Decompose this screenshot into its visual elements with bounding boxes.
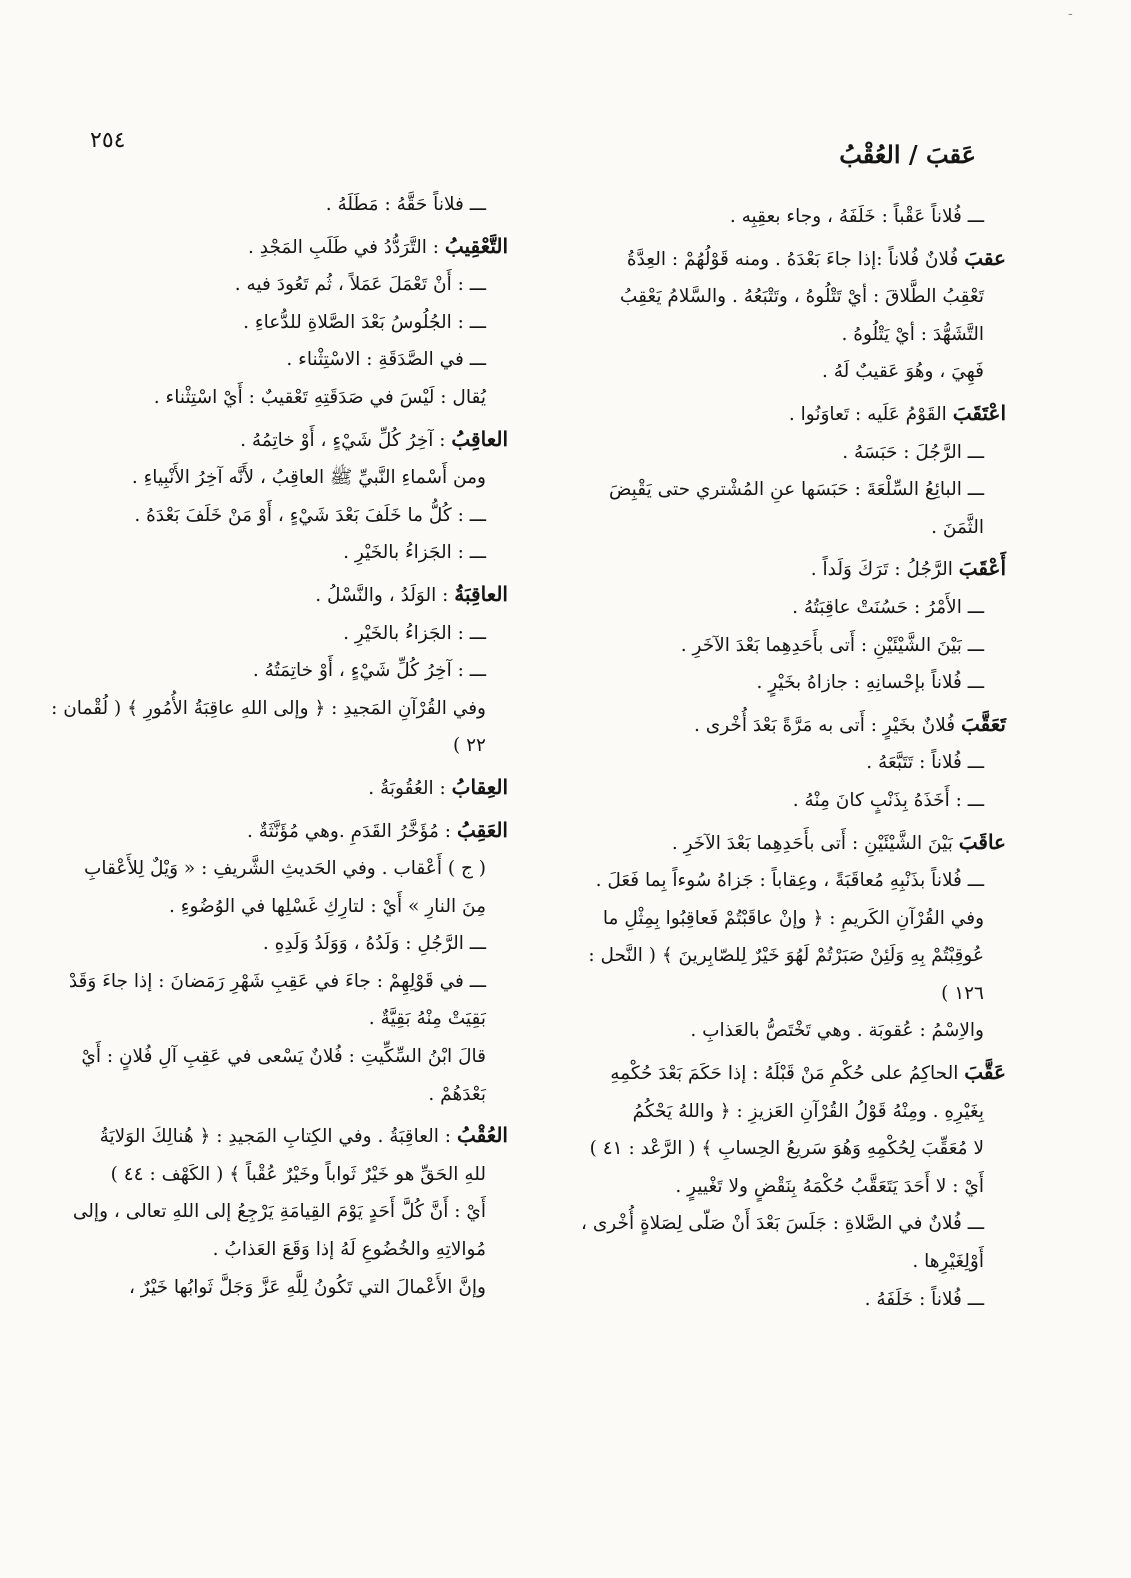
- entry-line: [566, 706, 1006, 745]
- entry-line: [566, 240, 1006, 279]
- definition-text: : مُؤَخَّرُ القَدَمِ .وهي مُؤَنَّثَةٌ .: [247, 820, 452, 842]
- entry-line: [48, 690, 508, 728]
- definition-text: قالَ ابْنُ السِّكِّيتِ : فُلانٌ يَسْعى في عَقِبِ آلِ فُلانٍ : أَيْ: [81, 1046, 486, 1068]
- entry-line: [566, 471, 1006, 509]
- definition-text: الرَّجُلُ : تَرَكَ وَلَداً .: [810, 559, 953, 581]
- definition-text: فُلاناً : تَتَبَّعَهُ .: [866, 752, 962, 774]
- definition-text: التَّشَهُّدَ : أيْ يَتْلُوهُ .: [841, 323, 984, 345]
- scan-mark: -: [1068, 6, 1073, 22]
- entry-line: [566, 862, 1006, 900]
- entry-line: [566, 589, 1006, 627]
- entry-line: [48, 1117, 508, 1156]
- headword: العُقْبُ: [456, 1123, 508, 1148]
- page-number: ٢٥٤: [90, 128, 126, 153]
- definition-text: بَيْنَ الشَّيْئَيْنِ : أَتى بأَحَدِهِما بَعْدَ الآخَرِ .: [671, 832, 953, 854]
- entry-line: [48, 497, 508, 535]
- entry-line: [566, 1130, 1006, 1168]
- entry-line: [48, 850, 508, 888]
- dictionary-entry: [48, 1117, 508, 1306]
- dictionary-entry: [566, 550, 1006, 701]
- entry-line: [48, 228, 508, 267]
- entry-line: [48, 652, 508, 690]
- dictionary-entry: [48, 812, 508, 1114]
- definition-text: فُلانٌ فُلاناً :إذا جاءَ بَعْدَهُ . ومنه قَوْلُهُمْ : العِدَّةُ: [626, 248, 959, 270]
- definition-text: فُلاناً بذَنْبِهِ مُعاقَبَةً ، وعِقاباً : جَزاهُ سُوءاً بِما فَعَلَ .: [595, 870, 962, 892]
- definition-text: مِنَ النارِ » أَيْ : لتارِكِ غَسْلِها في الوُضُوءِ .: [169, 895, 486, 917]
- definition-text: عُوقِبْتُمْ بِهِ وَلَئِنْ صَبَرْتُمْ لَهُوَ خَيْرٌ لِلصّابِرينَ ﴾ ( النَّحل :: [588, 945, 984, 967]
- definition-text: في الصَّدَقَةِ : الاسْتِثْناء .: [286, 349, 464, 371]
- entry-line: [566, 1281, 1006, 1319]
- definition-text: أَيْ : لا أَحَدَ يَتَعَقَّبُ حُكْمَهُ بِنَقْضٍ ولا تَغْييرٍ .: [675, 1175, 984, 1197]
- entry-line: [48, 266, 508, 304]
- entry-line: [566, 198, 1006, 236]
- definition-text: وفي القُرْآنِ الكَريمِ : ﴿ وإنْ عاقَبْتُمْ فَعاقِبُوا بِمِثْلِ ما: [602, 907, 984, 929]
- definition-text: : الجُلُوسُ بَعْدَ الصَّلاةِ للدُّعاءِ .: [243, 311, 464, 333]
- definition-text: الأَمْرُ : حَسُنَتْ عاقِبَتُهُ .: [792, 596, 962, 618]
- entry-line: [566, 1054, 1006, 1093]
- dictionary-entry: [566, 824, 1006, 1051]
- headword: العَقِبُ: [456, 817, 508, 842]
- dictionary-entry: [566, 1054, 1006, 1318]
- headword: عَقَّبَ: [964, 1060, 1006, 1085]
- headword: التَّعْقِيبُ: [444, 233, 508, 258]
- entry-line: [566, 1205, 1006, 1243]
- entry-line: [566, 395, 1006, 434]
- definition-text: فُلاناً : خَلَفَهُ .: [864, 1288, 962, 1310]
- definition-text: الرَّجُلِ : وَلَدُهُ ، وَوَلَدُ وَلَدِهِ .: [262, 933, 464, 955]
- definition-text: والاِسْمُ : عُقوبَة . وهي تَخْتَصُّ بالعَذابِ .: [690, 1020, 984, 1042]
- definition-text: الرَّجُلَ : حَبَسَهُ .: [842, 441, 962, 463]
- entry-line: [566, 627, 1006, 665]
- dictionary-entry: [566, 198, 1006, 236]
- entry-line: [48, 812, 508, 851]
- dictionary-entry: [48, 228, 508, 417]
- left-column: [48, 186, 508, 1310]
- definition-text: : أَخَذَهُ بِذَنْبٍ كانَ مِنْهُ .: [792, 789, 962, 811]
- entry-line: [566, 353, 1006, 391]
- definition-text: فُلاناً بإحْسانِهِ : جازاهُ بخَيْرٍ .: [756, 672, 962, 694]
- entry-line: [48, 769, 508, 808]
- definition-text: ١٢٦ ): [941, 982, 984, 1004]
- entry-line: [566, 664, 1006, 702]
- dictionary-entry: [566, 706, 1006, 820]
- definition-text: مُوالاتِهِ والخُضُوعِ لَهُ إذا وَقَعَ العَذابُ .: [212, 1239, 486, 1261]
- headword: أَعْقَبَ: [958, 556, 1006, 581]
- definition-text: الثَّمَنَ .: [931, 516, 984, 538]
- definition-text: : أَنْ تَعْمَلَ عَمَلاً ، ثُم تَعُودَ فيه .: [234, 274, 464, 296]
- definition-text: : الجَزاءُ بالخَيْرِ .: [343, 622, 464, 644]
- entry-line: [566, 782, 1006, 820]
- dictionary-entry: [48, 186, 508, 224]
- running-head: عَقبَ / العُقْبُ: [839, 140, 976, 169]
- definition-text: تَعْقِبُ الطَّلاقَ : أيْ تَتْلُوهُ ، وتَتْبَعُهُ . والسَّلامُ يَعْقِبُ: [619, 286, 984, 308]
- dictionary-entry: [48, 576, 508, 765]
- entry-line: [566, 550, 1006, 589]
- definition-text: فُلانٌ في الصَّلاةِ : جَلَسَ بَعْدَ أَنْ صَلّى لِصَلاةٍ أُخْرى ،: [580, 1213, 962, 1235]
- entry-line: [48, 925, 508, 963]
- entry-line: [566, 824, 1006, 863]
- definition-text: الحاكِمُ على حُكْمِ مَنْ قَبْلَهُ : إذا حَكَمَ بَعْدَ حُكْمِهِ: [610, 1063, 959, 1085]
- headword: عاقَبَ: [958, 829, 1006, 854]
- entry-line: [48, 459, 508, 497]
- entry-line: [48, 421, 508, 460]
- entry-line: [566, 316, 1006, 354]
- entry-line: [48, 615, 508, 653]
- headword: اعْتَقَبَ: [952, 400, 1006, 425]
- headword: عقبَ: [964, 245, 1006, 270]
- entry-line: [566, 937, 1006, 975]
- definition-text: يُقال : لَيْسَ في صَدَقَتِهِ تَعْقيبٌ : أَيْ اسْتِثْناء .: [153, 386, 486, 408]
- definition-text: بَقِيَتْ مِنْهُ بَقِيَّةٌ .: [368, 1008, 486, 1030]
- entry-line: [48, 576, 508, 615]
- entry-line: [48, 341, 508, 379]
- entry-line: [48, 1269, 508, 1307]
- entry-line: [566, 975, 1006, 1013]
- definition-text: للهِ الحَقِّ هو خَيْرٌ ثَواباً وخَيْرٌ عُقْباً ﴾ ( الكَهْف : ٤٤ ): [110, 1163, 486, 1185]
- entry-line: [48, 888, 508, 926]
- definition-text: في قَوْلِهِمْ : جاءَ في عَقِبِ شَهْرِ رَمَضانَ : إذا جاءَ وَقَدْ: [68, 970, 464, 992]
- entry-line: [48, 1193, 508, 1231]
- headword: العاقِبَةُ: [454, 581, 508, 606]
- entry-line: [48, 1000, 508, 1038]
- headword: العاقِبُ: [451, 426, 508, 451]
- definition-text: : كُلُّ ما خَلَفَ بَعْدَ شَيْءٍ ، أَوْ مَنْ خَلَفَ بَعْدَهُ .: [134, 504, 464, 526]
- definition-text: : التَّرَدُّدُ في طَلَبِ المَجْدِ .: [248, 236, 439, 258]
- dictionary-entry: [566, 240, 1006, 391]
- definition-text: لا مُعَقِّبَ لِحُكْمِهِ وَهُوَ سَريعُ الحِسابِ ﴾ ( الرَّعْد : ٤١ ): [589, 1138, 984, 1160]
- definition-text: : الجَزاءُ بالخَيْرِ .: [343, 542, 464, 564]
- definition-text: القَوْمُ عَلَيه : تَعاوَنُوا .: [788, 403, 947, 425]
- headword: تَعَقَّبَ: [961, 711, 1006, 736]
- entry-line: [566, 1093, 1006, 1131]
- definition-text: فلاناً حَقَّهُ : مَطَلَهُ .: [325, 194, 464, 215]
- definition-text: البائِعُ السِّلْعَةَ : حَبَسَها عنِ المُشْتري حتى يَقْبِضَ: [608, 479, 962, 501]
- entry-line: [48, 534, 508, 572]
- dictionary-entry: [566, 395, 1006, 546]
- entry-line: [566, 744, 1006, 782]
- entry-line: [566, 509, 1006, 547]
- entry-line: [48, 1231, 508, 1269]
- entry-line: [566, 434, 1006, 472]
- right-column: [566, 198, 1006, 1322]
- definition-text: : العاقِبَةُ . وفي الكِتابِ المَجيدِ : ﴿ هُنالِكَ الوَلايَةُ: [99, 1126, 452, 1148]
- definition-text: فُلانٌ بخَيْرٍ : أَتى به مَرَّةً بَعْدَ أُخْرى .: [693, 714, 956, 736]
- definition-text: أَيْ : أَنَّ كُلَّ أَحَدٍ يَوْمَ القِيامَةِ يَرْجِعُ إلى اللهِ تعالى ، وإلى: [72, 1201, 486, 1223]
- entry-line: [48, 304, 508, 342]
- definition-text: فُلاناً عَقْباً : خَلَفَهُ ، وجاء بعقِبِه .: [729, 206, 962, 227]
- entry-line: [566, 1243, 1006, 1281]
- entry-line: [566, 278, 1006, 316]
- definition-text: بِغَيْرِهِ . ومِنْهُ قَوْلُ القُرْآنِ العَزيزِ : ﴿ واللهُ يَحْكُمُ: [632, 1100, 984, 1122]
- definition-text: بَيْنَ الشَّيْئَيْنِ : أَتى بأَحَدِهِما بَعْدَ الآخَرِ .: [680, 634, 962, 656]
- definition-text: ومن أَسْماءِ النَّبيِّ ﷺ العاقِبُ ، لأَنَّه آخِرُ الأَنْبِياءِ .: [131, 467, 486, 489]
- headword: العِقابُ: [451, 774, 508, 799]
- entry-line: [566, 1012, 1006, 1050]
- entry-line: [48, 1038, 508, 1076]
- dictionary-entry: [48, 769, 508, 808]
- definition-text: بَعْدَهُمْ .: [428, 1083, 486, 1105]
- definition-text: : الوَلَدُ ، والنَّسْلُ .: [315, 584, 449, 606]
- definition-text: أَوْلِغَيْرِها .: [912, 1251, 984, 1273]
- definition-text: : آخِرُ كُلِّ شَيْءٍ ، أَوْ خاتِمَتُهُ .: [252, 660, 464, 682]
- entry-line: [48, 963, 508, 1001]
- entry-line: [48, 186, 508, 224]
- definition-text: ٢٢ ): [453, 735, 486, 757]
- definition-text: ( ج ) أَعْقاب . وفي الحَديثِ الشَّريفِ : « وَيْلٌ لِلأَعْقابِ: [83, 858, 486, 880]
- entry-line: [48, 727, 508, 765]
- definition-text: : آخِرُ كُلِّ شَيْءٍ ، أَوْ خاتِمُهُ .: [240, 429, 446, 451]
- entry-line: [566, 900, 1006, 938]
- entry-line: [48, 1156, 508, 1194]
- definition-text: : العُقُوبَةُ .: [368, 777, 446, 799]
- entry-line: [566, 1168, 1006, 1206]
- definition-text: وإنَّ الأَعْمالَ التي تَكُونُ لِلَّهِ عَزَّ وَجَلَّ ثَوابُها خَيْرٌ ،: [128, 1276, 486, 1298]
- definition-text: وفي القُرْآنِ المَجيدِ : ﴿ وإلى اللهِ عاقِبَةُ الأُمُورِ ﴾ ( لُقْمان :: [51, 697, 486, 719]
- entry-line: [48, 379, 508, 417]
- entry-line: [48, 1076, 508, 1114]
- definition-text: فَهِيَ ، وهُوَ عَقيبٌ لَهُ .: [822, 361, 984, 383]
- dictionary-entry: [48, 421, 508, 572]
